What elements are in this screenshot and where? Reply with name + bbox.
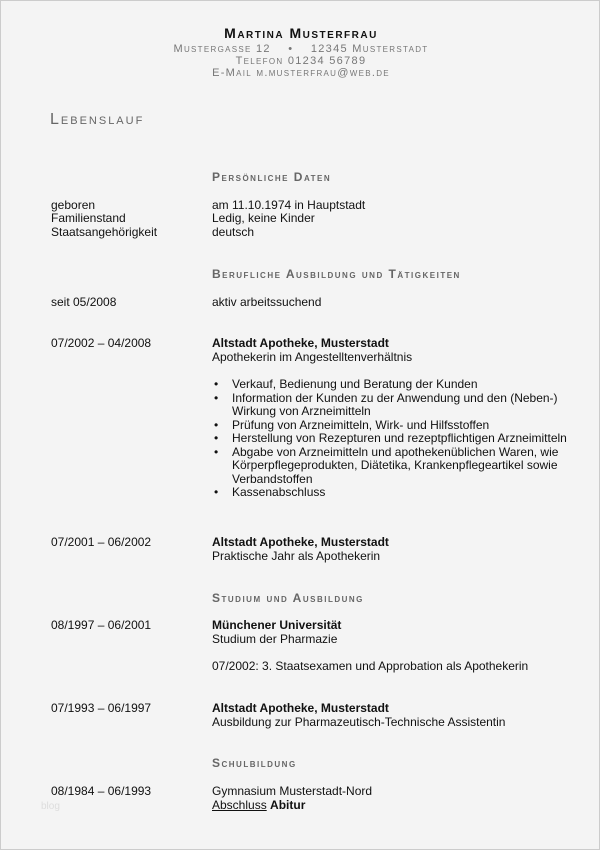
entry-date: 07/1993 – 06/1997 [51,701,152,715]
list-item: • Information der Kunden zu der Anwendung und den (Neben-) Wirkung von Arzneimitteln [212,392,572,419]
list-item: • Herstellung von Rezepturen und rezeptpflichtigen Arzneimitteln [212,432,572,446]
section-heading-personal: Persönliche Daten [212,170,332,184]
email: E-Mail m.musterfrau@web.de [212,67,390,79]
entry-text: aktiv arbeitssuchend [212,295,322,309]
value-marital: Ledig, keine Kinder [212,211,315,225]
applicant-name: Martina Musterfrau [224,25,378,41]
list-item: • Kassenabschluss [212,486,572,500]
section-heading-school: Schulbildung [212,756,297,770]
entry [212,337,582,500]
entry-date: 07/2002 – 04/2008 [51,336,152,350]
entry [212,785,582,812]
address: Mustergasse 12 • 12345 Musterstadt [173,43,429,55]
entry-org: Altstadt Apotheke, Musterstadt [212,701,389,715]
entry-org: Altstadt Apotheke, Musterstadt [212,535,389,549]
phone: Telefon 01234 56789 [235,55,367,67]
entry-org: Altstadt Apotheke, Musterstadt [212,336,389,350]
entry-role: Ausbildung zur Pharmazeutisch-Technische Assistentin [212,714,506,729]
list-item: • Verkauf, Bedienung und Beratung der Kunden [212,378,572,392]
value-born: am 11.10.1974 in Hauptstadt [212,198,366,212]
label-nationality: Staatsangehörigkeit [51,225,158,239]
value-nationality: deutsch [212,225,255,239]
section-heading-career: Berufliche Ausbildung und Tätigkeiten [212,267,461,281]
degree: Abitur [270,797,306,812]
list-item: • Abgabe von Arzneimitteln und apothekenüblichen Waren, wie Körperpflegeprodukten, Diätetika, Krankenpflegeartikel sowie Verbandstoffen [212,446,572,487]
entry-date: 07/2001 – 06/2002 [51,535,152,549]
section-heading-study: Studium und Ausbildung [212,591,364,605]
list-item: • Prüfung von Arzneimitteln, Wirk- und Hilfsstoffen [212,419,572,433]
entry-org: Münchener Universität [212,618,342,632]
entry-date: seit 05/2008 [51,295,117,309]
entry-role: Praktische Jahr als Apothekerin [212,548,381,563]
entry [212,619,582,646]
entry-org: Gymnasium Musterstadt-Nord [212,784,373,798]
entry-role: Apothekerin im Angestelltenverhältnis [212,349,413,364]
entry [212,536,582,563]
entry-role: Studium der Pharmazie [212,631,338,646]
entry-note: 07/2002: 3. Staatsexamen und Approbation als Apothekerin [212,659,529,673]
label-marital: Familienstand [51,211,126,225]
duties-list [212,378,582,500]
entry [212,702,582,729]
page-title: Lebenslauf [50,111,145,128]
entry-date: 08/1984 – 06/1993 [51,784,152,798]
label-born: geboren [51,198,96,212]
degree-label: Abschluss [212,797,267,812]
watermark: blog [41,801,60,812]
entry-date: 08/1997 – 06/2001 [51,618,152,632]
